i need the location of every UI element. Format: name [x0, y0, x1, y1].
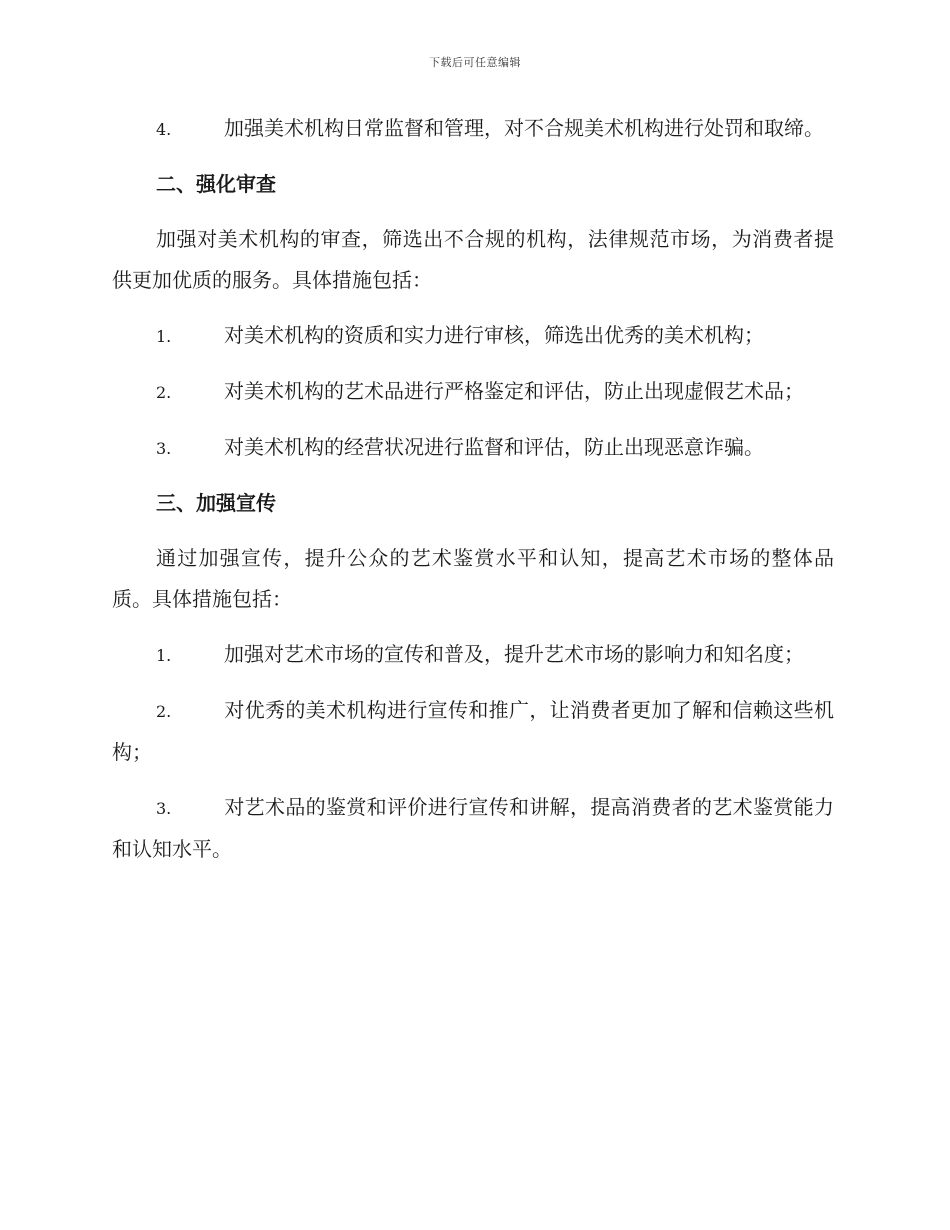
list-item [112, 315, 834, 357]
list-item [112, 108, 834, 150]
list-item-number: 2. [156, 702, 172, 721]
list-item-number: 2. [156, 383, 172, 402]
list-item-text: 对美术机构的资质和实力进行审核，筛选出优秀的美术机构； [224, 323, 764, 347]
list-item-number: 3. [156, 439, 172, 458]
list-item-text: 对优秀的美术机构进行宣传和推广，让消费者更加了解和信赖这些机构； [112, 698, 834, 764]
list-item-number: 3. [156, 799, 172, 818]
list-item-number: 4. [156, 120, 172, 139]
list-item-number: 1. [156, 327, 172, 346]
list-item-text: 加强美术机构日常监督和管理，对不合规美术机构进行处罚和取缔。 [224, 116, 824, 140]
list-item [112, 427, 834, 469]
document-body [112, 108, 834, 884]
list-item [112, 690, 834, 773]
list-item-number: 1. [156, 646, 172, 665]
section-heading: 二、强化审查 [156, 172, 276, 196]
list-item [112, 371, 834, 413]
list-item-text: 对美术机构的艺术品进行严格鉴定和评估，防止出现虚假艺术品； [224, 379, 804, 403]
section-heading: 三、加强宣传 [156, 491, 276, 515]
paragraph: 加强对美术机构的审查，筛选出不合规的机构，法律规范市场，为消费者提供更加优质的服务。具体措施包括： [112, 227, 834, 292]
list-item-text: 对美术机构的经营状况进行监督和评估，防止出现恶意诈骗。 [224, 435, 764, 459]
list-item [112, 634, 834, 676]
paragraph: 通过加强宣传，提升公众的艺术鉴赏水平和认知，提高艺术市场的整体品质。具体措施包括： [112, 546, 834, 611]
page-header: 下载后可任意编辑 [429, 56, 521, 69]
list-item [112, 787, 834, 870]
list-item-text: 加强对艺术市场的宣传和普及，提升艺术市场的影响力和知名度； [224, 642, 804, 666]
list-item-text: 对艺术品的鉴赏和评价进行宣传和讲解，提高消费者的艺术鉴赏能力和认知水平。 [112, 795, 834, 861]
